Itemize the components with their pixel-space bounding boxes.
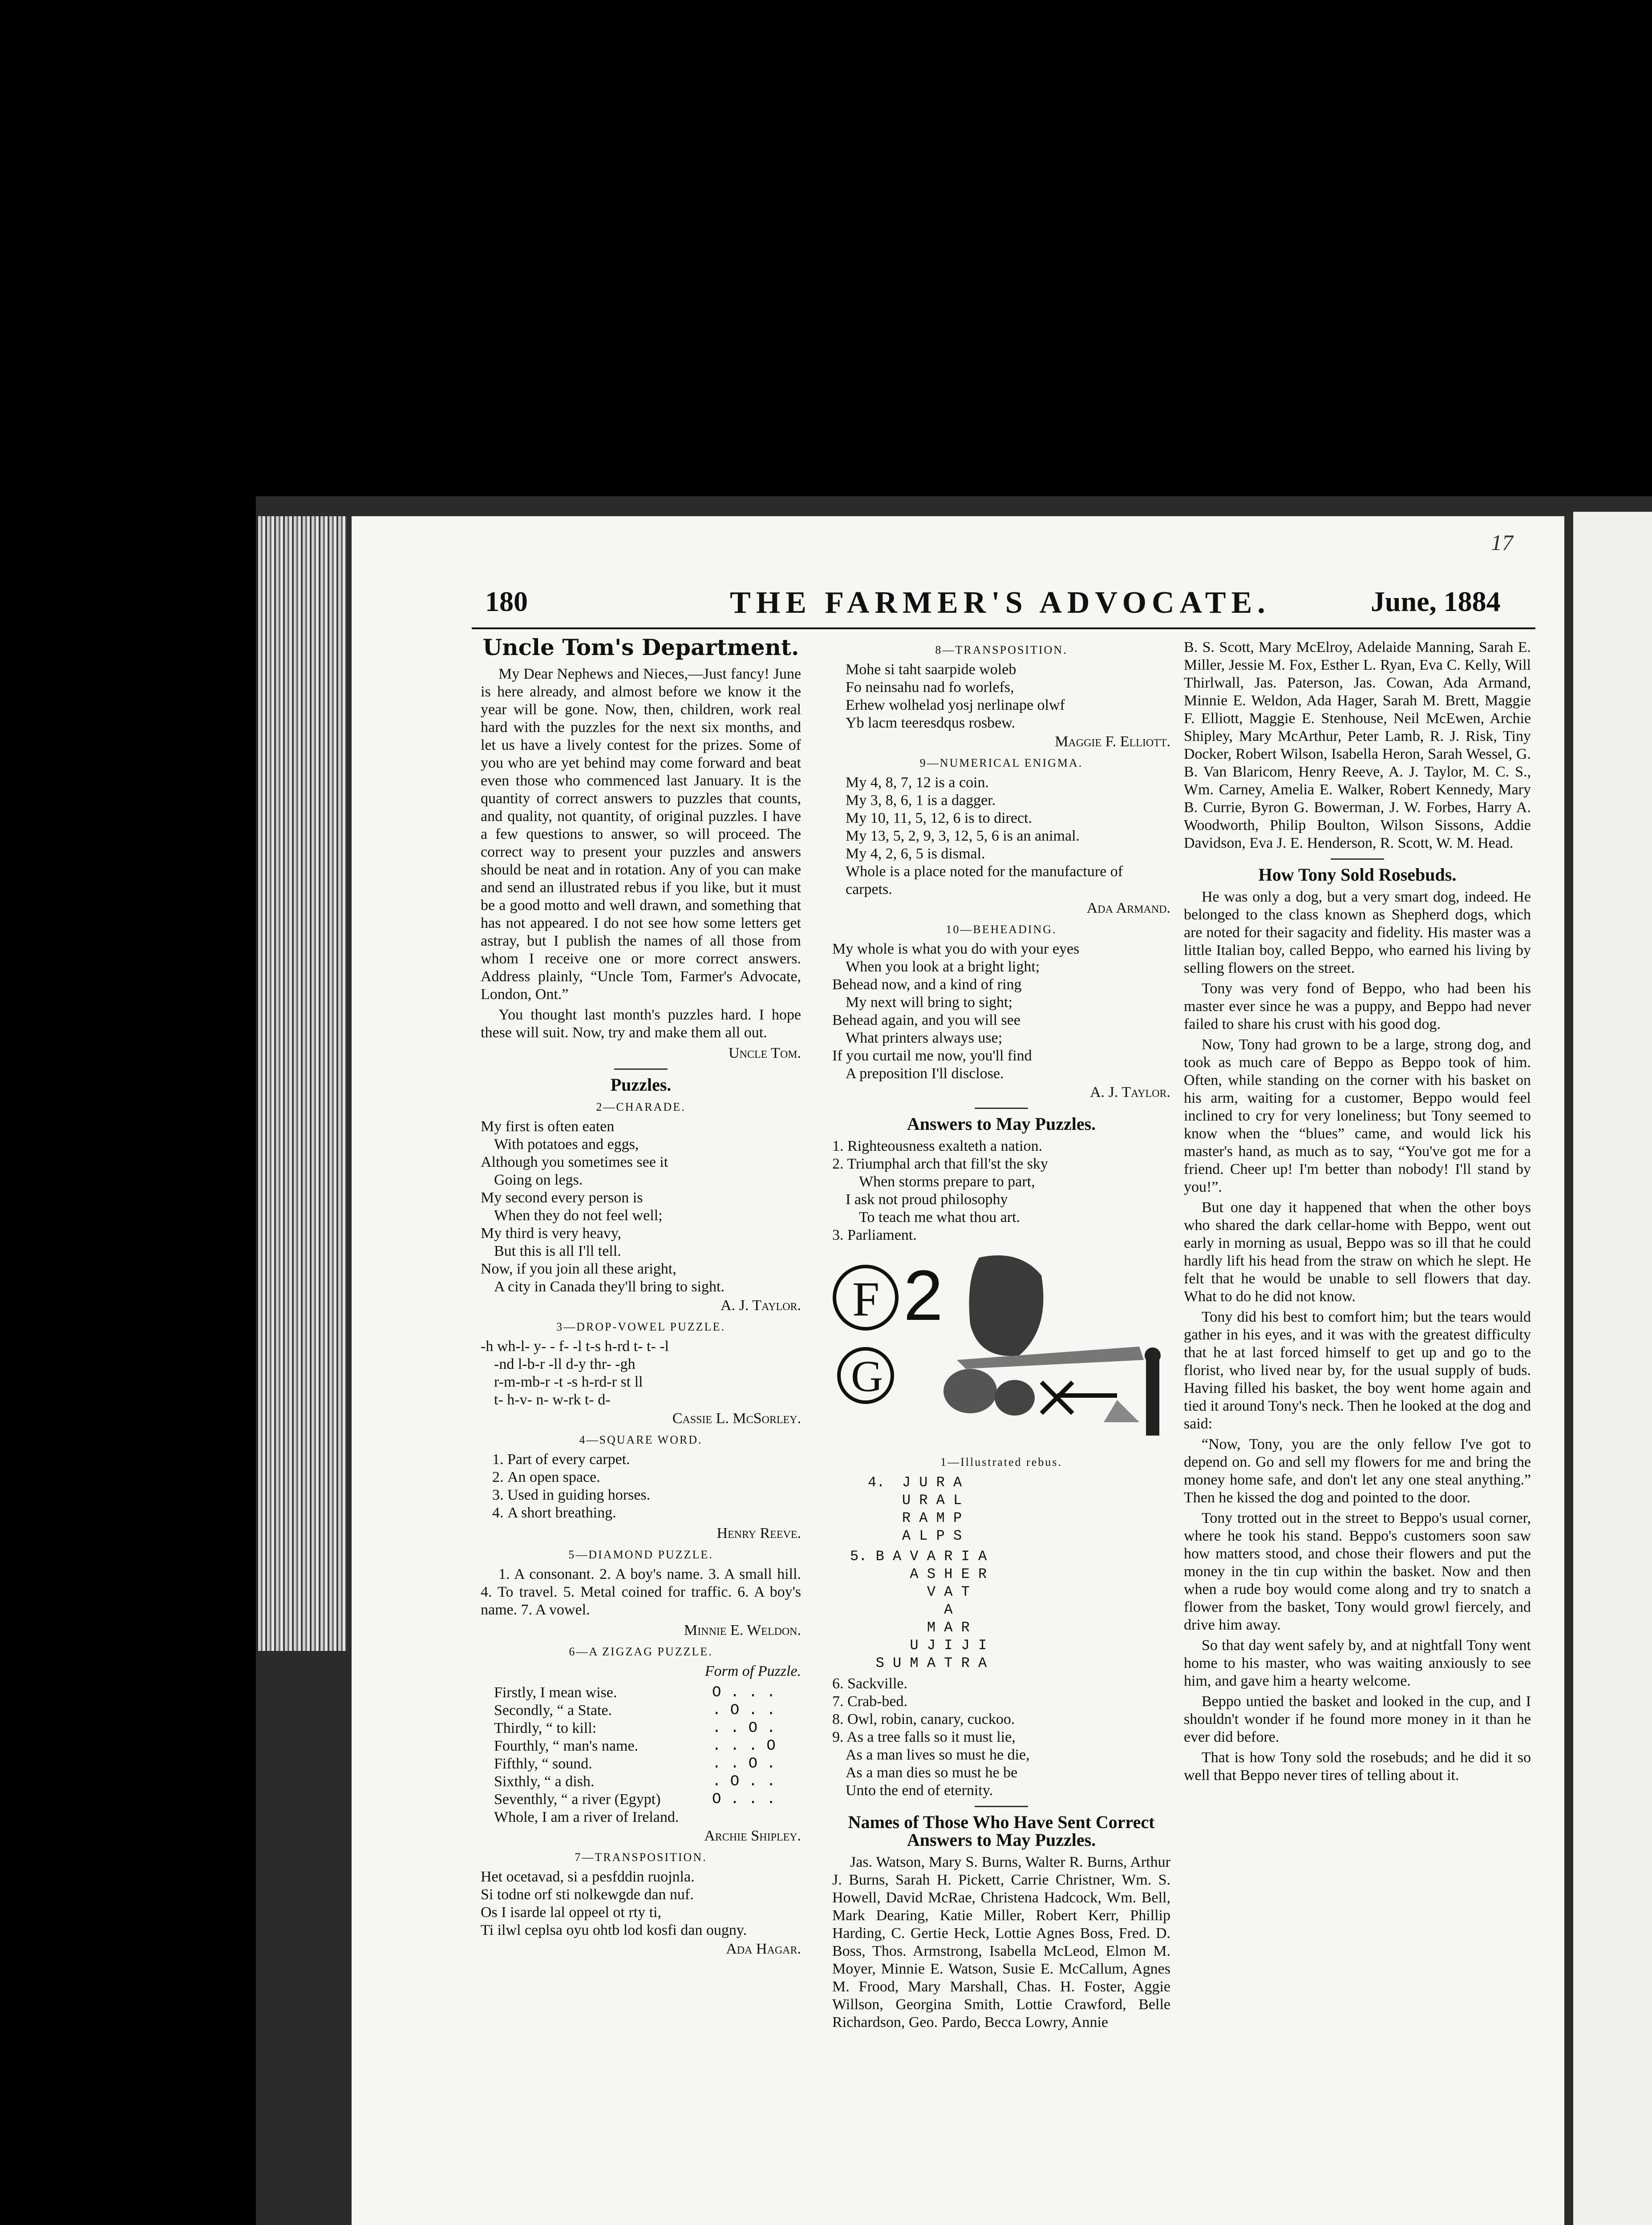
zigzag-row: [481, 1684, 801, 1702]
masthead: THE FARMER'S ADVOCATE.: [730, 586, 1271, 620]
header-rule: [472, 627, 1535, 629]
answer-number: 7.: [832, 1693, 847, 1710]
verse-line: Fo neinsahu nad fo worlefs,: [846, 679, 1014, 696]
zigzag-form: . O . .: [712, 1773, 776, 1790]
answer-number: 3.: [832, 1227, 847, 1243]
signature: Ada Armand.: [1086, 900, 1170, 916]
verse-line: A preposition I'll disclose.: [846, 1065, 1004, 1082]
answer-7: [832, 1693, 1170, 1711]
answer-number: 9.: [832, 1729, 847, 1745]
rebus-caption: 1—Illustrated rebus.: [940, 1456, 1062, 1468]
puzzle-title: 8—TRANSPOSITION.: [935, 643, 1068, 656]
answer-number: 6.: [832, 1675, 847, 1692]
rebus-illustration: [832, 1249, 1170, 1453]
verse-line: When they do not feel well;: [494, 1207, 663, 1224]
verse-line: Behead now, and a kind of ring: [832, 976, 1022, 993]
puzzle-title: 3—DROP-VOWEL PUZZLE.: [556, 1320, 725, 1333]
verse-line: As a man dies so must he be: [846, 1764, 1018, 1781]
enigma-line: My 4, 8, 7, 12 is a coin.: [846, 774, 989, 791]
answer-3: [832, 1226, 1170, 1244]
puzzle-title: 5—DIAMOND PUZZLE.: [568, 1548, 713, 1561]
verse-line: t- h-v- n- w-rk t- d-: [494, 1392, 611, 1408]
puzzle-title: 4—SQUARE WORD.: [579, 1433, 703, 1446]
charade-verse: [481, 1118, 801, 1296]
story-paragraph: Tony was very fond of Beppo, who had been his master ever since he was a puppy, and Beppo had never failed to share his crust with his good dog.: [1184, 980, 1531, 1032]
facing-page-edge: [1573, 512, 1652, 2225]
zigzag-form: O . . .: [712, 1791, 776, 1808]
answer-number: 2.: [832, 1156, 847, 1172]
verse-line: If you curtail me now, you'll find: [832, 1048, 1032, 1064]
story-paragraph: But one day it happened that when the other boys who shared the dark cellar-home with Beppo, went out early in morning as usual, Beppo was so ill that he could hardly lift his head from the straw on which he slept. He felt that he would be unable to sell flowers that day. What to do he did not know.: [1184, 1199, 1531, 1305]
page-number: 180: [485, 586, 528, 617]
story-paragraph: Beppo untied the basket and looked in the cup, and I shouldn't wonder if he found more money in it than he ever did before.: [1184, 1693, 1531, 1745]
enigma-line: Whole is a place noted for the manufacture of carpets.: [846, 863, 1123, 898]
puzzle-title: 7—TRANSPOSITION.: [575, 1851, 707, 1864]
zigzag-form: . . O .: [712, 1756, 776, 1772]
zigzag-table: [481, 1684, 801, 1808]
verse-line: My next will bring to sight;: [846, 994, 1012, 1011]
names-list-continued: B. S. Scott, Mary McElroy, Adelaide Manning, Sarah E. Miller, Jessie M. Fox, Esther L. Ryan, Eva C. Kelly, Will Thirlwall, Jas. Paterson, Jas. Cowan, Ada Armand, Minnie E. Weldon, Ada Hager, Sarah M. Brett, Maggie F. Elliott, Maggie E. Stenhouse, Neil McEwen, Archie Shipley, Mary McArthur, Peter Lamb, R. J. Risk, Tiny Docker, Robert Wilson, Isabella Heron, Sarah Wessel, G. B. Van Blaricom, Henry Reeve, A. J. Taylor, M. C. S., Wm. Carney, Amelia E. Walker, Robert Kennedy, Mary B. Currie, Byron G. Bowerman, J. W. Forbes, Harry A. Woodworth, Philip Boulton, Wilson Sissons, Addie Davidson, Eva J. E. Henderson, R. Scott, W. M. Head.: [1184, 639, 1531, 851]
verse-line: Mohe si taht saarpide woleb: [846, 661, 1016, 678]
verse-line: My whole is what you do with your eyes: [832, 941, 1080, 957]
answer-8: [832, 1711, 1170, 1728]
list-item: 1. Part of every carpet.: [507, 1451, 801, 1468]
verse-line: With potatoes and eggs,: [494, 1136, 639, 1153]
zigzag-form: . . O .: [712, 1720, 776, 1737]
separator: [975, 1108, 1028, 1109]
verse-line: Het ocetavad, si a pesfddin ruojnla.: [481, 1869, 695, 1885]
verse-line: When you look at a bright light;: [846, 959, 1040, 975]
verse-line: Unto the end of eternity.: [846, 1782, 993, 1799]
verse-line: But this is all I'll tell.: [494, 1243, 621, 1259]
verse-line: When storms prepare to part,: [859, 1173, 1035, 1190]
intro-paragraph-2: You thought last month's puzzles hard. I hope these will suit. Now, try and make them all out.: [481, 1007, 801, 1041]
puzzle-title: 9—NUMERICAL ENIGMA.: [919, 756, 1083, 769]
verse-line: Os I isarde lal oppeel ot rty ti,: [481, 1904, 662, 1921]
illustrated-rebus: [832, 1249, 1170, 1471]
verse-line: -h wh-l- y- - f- -l t-s h-rd t- t- -l: [481, 1338, 669, 1355]
zigzag-clue: Firstly, I mean wise.: [494, 1684, 617, 1701]
signature: A. J. Taylor.: [1090, 1084, 1170, 1100]
form-label: Form of Puzzle.: [705, 1663, 801, 1679]
page-edges: [258, 516, 347, 1651]
answer-number: 1.: [832, 1138, 847, 1154]
story-paragraph: He was only a dog, but a very smart dog, indeed. He belonged to the class known as Shepherd dogs, which are noted for their sagacity and fidelity. His master was a little Italian boy, called Beppo, who earned his living by selling flowers on the street.: [1184, 889, 1531, 976]
answer-1: [832, 1137, 1170, 1155]
verse-line: My third is very heavy,: [481, 1225, 622, 1242]
separator: [1331, 858, 1384, 860]
verse-line: Now, if you join all these aright,: [481, 1261, 676, 1277]
answers-heading: Answers to May Puzzles.: [907, 1114, 1096, 1134]
issue-date: June, 1884: [1371, 586, 1501, 617]
answer-text: Crab-bed.: [847, 1693, 908, 1710]
enigma-line: My 3, 8, 6, 1 is a dagger.: [846, 792, 996, 809]
verse-line: -nd l-b-r -ll d-y thr- -gh: [494, 1356, 636, 1372]
diamond-puzzle-text: 1. A consonant. 2. A boy's name. 3. A small hill. 4. To travel. 5. Metal coined for traffic. 6. A boy's name. 7. A vowel.: [481, 1566, 801, 1618]
answer-2: [832, 1155, 1170, 1173]
square-word-list: [481, 1451, 801, 1522]
zigzag-form: O . . .: [712, 1684, 776, 1701]
list-item: 2. An open space.: [507, 1468, 801, 1486]
story-paragraph: Now, Tony had grown to be a large, strong dog, and took as much care of Beppo as Beppo took of him. Often, while standing on the corner with his basket on his arm, waiting for a customer, Beppo would feel inclined to cry for very loneliness; but Tony seemed to know when the “blues” came, and would lick his master's hand, as much as to say, “You've got me for a friend. Cheer up! I'm better than nobody! I'll stand by you!”.: [1184, 1036, 1531, 1195]
story-paragraph: So that day went safely by, and at nightfall Tony went home to his master, who was waiting anxiously to see him, and gave him a hearty welcome.: [1184, 1637, 1531, 1689]
story-heading: How Tony Sold Rosebuds.: [1258, 865, 1457, 885]
story-paragraph: Tony did his best to comfort him; but the tears would gather in his eyes, and it was with the greatest difficulty that he at last forced himself to get up and go to the florist, who lived near by, for the usual supply of buds. Having filled his basket, the boy went home again and tied it around Tony's neck. Then he looked at the dog and said:: [1184, 1309, 1531, 1432]
rebus-digit-2: 2: [903, 1255, 943, 1335]
signature: A. J. Taylor.: [721, 1297, 801, 1314]
verse-line: My first is often eaten: [481, 1118, 615, 1135]
zigzag-clue: Fifthly, “ sound.: [494, 1756, 592, 1772]
signature: Uncle Tom.: [728, 1045, 801, 1061]
story-paragraph: That is how Tony sold the rosebuds; and he did it so well that Beppo never tires of telling about it.: [1184, 1749, 1531, 1784]
enigma-line: My 10, 11, 5, 12, 6 is to direct.: [846, 810, 1032, 826]
column-1: [481, 634, 801, 1962]
verse-line: To teach me what thou art.: [859, 1209, 1020, 1226]
answer-number: 8.: [832, 1711, 847, 1727]
enigma-line: My 13, 5, 2, 9, 3, 12, 5, 6 is an animal.: [846, 828, 1080, 844]
column-3: [1184, 639, 1531, 1787]
zigzag-whole: Whole, I am a river of Ireland.: [494, 1809, 679, 1825]
enigma-line: My 4, 2, 6, 5 is dismal.: [846, 846, 985, 862]
zigzag-clue: Secondly, “ a State.: [494, 1702, 612, 1719]
verse-line: Behead again, and you will see: [832, 1012, 1020, 1028]
signature: Archie Shipley.: [704, 1828, 801, 1844]
verse-line: Ti ilwl ceplsa oyu ohtb lod kosfi dan ougny.: [481, 1922, 747, 1938]
verse-line: As a man lives so must he die,: [846, 1747, 1030, 1763]
separator: [975, 1806, 1028, 1807]
department-title: Uncle Tom's Department.: [482, 634, 799, 660]
square-answer: 4. J U R A U R A L R A M P A L P S: [868, 1474, 962, 1544]
signature: Minnie E. Weldon.: [684, 1622, 801, 1638]
answer-text: Owl, robin, canary, cuckoo.: [847, 1711, 1015, 1727]
rebus-letter-g: G: [851, 1351, 883, 1401]
names-list: Jas. Watson, Mary S. Burns, Walter R. Burns, Arthur J. Burns, Sarah H. Pickett, Carrie Christner, Wm. S. Howell, David McRae, Christena Hadcock, Wm. Bell, Mark Dearing, Katie Miller, Robert Kerr, Phillip Harding, C. Gertie Heck, Lottie Agnes Boss, Fred. D. Boss, Thos. Armstrong, Isabella McLeod, Elmon M. Moyer, Minnie E. Watson, Susie E. McCallum, Agnes M. Frood, Mary Marshall, Chas. H. Foster, Aggie Willson, Georgina Smith, Lottie Crawford, Belle Richardson, Geo. Pardo, Becca Lowry, Annie: [832, 1854, 1170, 2031]
verse-line: Yb lacm teeresdqus rosbew.: [846, 715, 1016, 731]
puzzle-title: 10—BEHEADING.: [946, 923, 1057, 936]
zigzag-row: [481, 1791, 801, 1808]
zigzag-clue: Fourthly, “ man's name.: [494, 1738, 639, 1754]
list-item: 3. Used in guiding horses.: [507, 1486, 801, 1504]
separator: [614, 1068, 668, 1070]
verse-line: Although you sometimes see it: [481, 1154, 668, 1170]
zigzag-form: . O . .: [712, 1702, 776, 1719]
answer-9: [832, 1728, 1170, 1746]
signature: Henry Reeve.: [717, 1525, 801, 1541]
zigzag-row: [481, 1737, 801, 1755]
story-paragraph: “Now, Tony, you are the only fellow I've got to depend on. Go and sell my flowers for me and bring the money home safe, and don't let any one steal anything.” Then he kissed the dog and pointed to the door.: [1184, 1436, 1531, 1506]
zigzag-row: [481, 1702, 801, 1719]
corner-mark: 17: [1491, 530, 1513, 555]
list-item: 4. A short breathing.: [507, 1504, 801, 1522]
column-2: [832, 639, 1170, 2034]
zigzag-row: [481, 1719, 801, 1737]
page-header: [352, 585, 1564, 625]
zigzag-clue: Sixthly, “ a dish.: [494, 1773, 595, 1790]
zigzag-row: [481, 1773, 801, 1791]
story-paragraph: Tony trotted out in the street to Beppo's usual corner, where he took his stand. Beppo's customers soon saw how matters stood, and chose their flowers and put the money in the tin cup within the basket. Now and then when a rude boy would come along and try to snatch a flower from the basket, Tony would growl fiercely, and drive him away.: [1184, 1510, 1531, 1633]
answer-text: Parliament.: [847, 1227, 917, 1243]
puzzle-title: 6—A ZIGZAG PUZZLE.: [569, 1645, 713, 1658]
answer-text: As a tree falls so it must lie,: [846, 1729, 1016, 1745]
puzzles-heading: Puzzles.: [610, 1075, 672, 1095]
signature: Ada Hagar.: [726, 1941, 801, 1957]
zigzag-clue: Thirdly, “ to kill:: [494, 1720, 597, 1736]
verse-line: Erhew wolhelad yosj nerlinape olwf: [846, 697, 1065, 713]
intro-paragraph: My Dear Nephews and Nieces,—Just fancy! June is here already, and almost before we know it the year will be gone. Now, then, children, work real hard with the puzzles for the next six months, and let us have a lively contest for the prizes. Some of you who are yet behind may come forward and beat even those who commenced last January. It is the quantity of correct answers to puzzles that counts, and quality, not quantity, of original puzzles. I have a few questions to answer, so will proceed. The correct way to present your puzzles and answers should be neat and in rotation. Any of you can make and send an illustrated rebus if you like, but it must be a good motto and well drawn, and something that has not appeared. I do not see how some letters get astray, but I publish the names of all those from whom I receive one or more correct answers. Address plainly, “Uncle Tom, Farmer's Advocate, London, Ont.”: [481, 666, 801, 1003]
zigzag-form: . . . O: [712, 1738, 776, 1755]
puzzle-title: 2—CHARADE.: [596, 1100, 686, 1113]
answer-text: Triumphal arch that fill'st the sky: [847, 1156, 1048, 1172]
zigzag-clue: Seventhly, “ a river (Egypt): [494, 1791, 661, 1808]
answer-6: [832, 1675, 1170, 1693]
rebus-letter-f: F: [852, 1272, 880, 1326]
answer-text: Righteousness exalteth a nation.: [847, 1138, 1043, 1154]
verse-line: Si todne orf sti nolkewgde dan nuf.: [481, 1886, 694, 1903]
answer-text: Sackville.: [847, 1675, 908, 1692]
newspaper-page: [352, 516, 1564, 2225]
verse-line: Going on legs.: [494, 1172, 583, 1188]
names-heading: Names of Those Who Have Sent Correct Answers to May Puzzles.: [848, 1812, 1155, 1850]
verse-line: What printers always use;: [846, 1030, 1003, 1046]
verse-line: r-m-mb-r -t -s h-rd-r st ll: [494, 1374, 643, 1390]
signature: Maggie F. Elliott.: [1055, 733, 1170, 750]
verse-line: A city in Canada they'll bring to sight.: [494, 1278, 725, 1295]
zigzag-row: [481, 1755, 801, 1773]
verse-line: My second every person is: [481, 1189, 643, 1206]
diamond-answer: 5. B A V A R I A A S H E R V A T A M A R U J I J I S U M A T R A: [850, 1548, 987, 1671]
verse-line: I ask not proud philosophy: [846, 1191, 1008, 1208]
signature: Cassie L. McSorley.: [672, 1410, 801, 1427]
